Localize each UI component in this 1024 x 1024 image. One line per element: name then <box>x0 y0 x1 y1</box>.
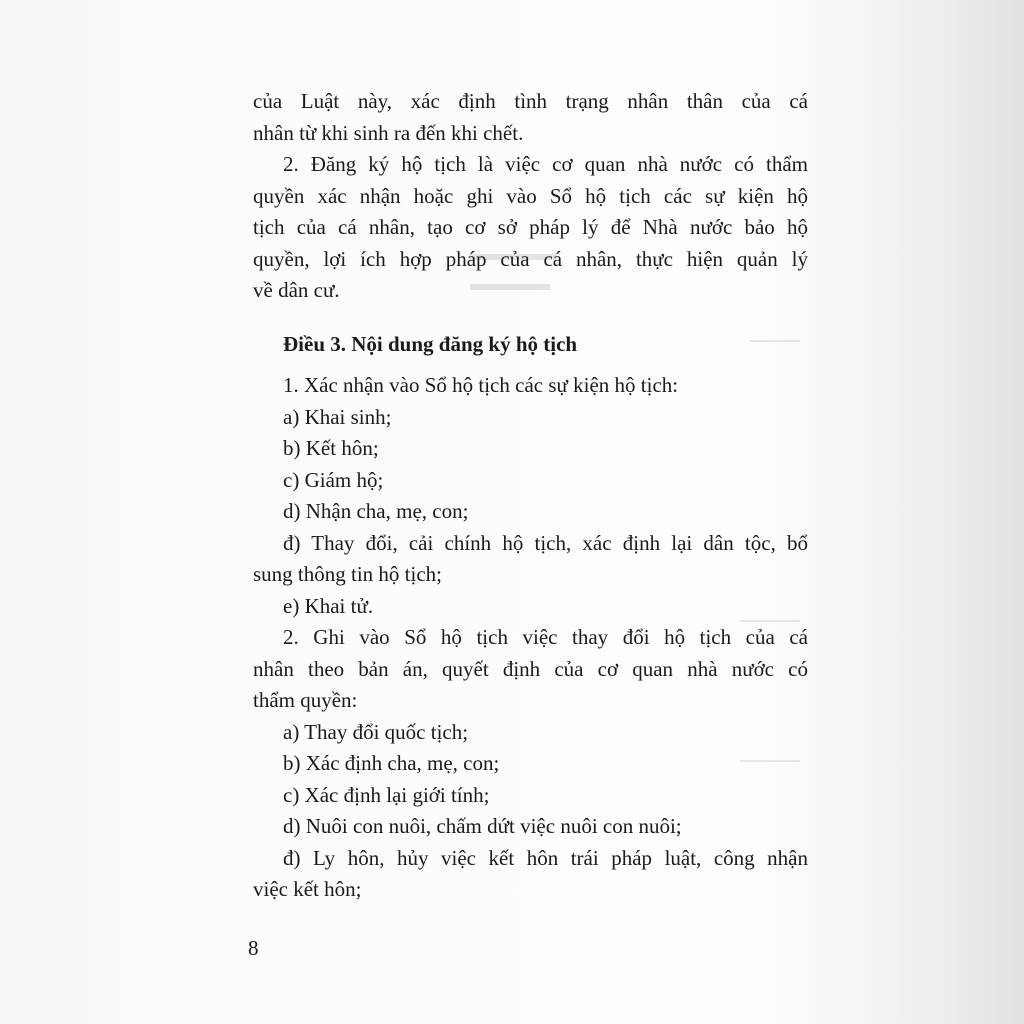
text-line: việc kết hôn; <box>253 877 362 901</box>
article-heading: Điều 3. Nội dung đăng ký hộ tịch <box>283 331 578 356</box>
text-line: c) Xác định lại giới tính; <box>283 782 490 807</box>
body-text <box>253 86 808 906</box>
text-line: về dân cư. <box>253 278 340 302</box>
text-line: quyền, lợi ích hợp pháp của cá nhân, thực hiện quản lý <box>253 246 808 271</box>
text-line: c) Giám hộ; <box>283 467 384 492</box>
text-line: nhân theo bản án, quyết định của cơ quan nhà nước có <box>253 656 808 681</box>
page-number: 8 <box>248 936 259 960</box>
text-line: a) Thay đổi quốc tịch; <box>283 719 469 744</box>
text-line: 1. Xác nhận vào Sổ hộ tịch các sự kiện hộ tịch: <box>283 373 679 397</box>
text-line: d) Nhận cha, mẹ, con; <box>283 499 469 523</box>
text-line: đ) Thay đổi, cải chính hộ tịch, xác định lại dân tộc, bổ <box>283 530 808 555</box>
text-line: 2. Đăng ký hộ tịch là việc cơ quan nhà nước có thẩm <box>283 152 808 176</box>
text-line: b) Xác định cha, mẹ, con; <box>283 751 500 775</box>
text-line: sung thông tin hộ tịch; <box>253 562 442 586</box>
text-line: nhân từ khi sinh ra đến khi chết. <box>253 120 524 145</box>
text-line: đ) Ly hôn, hủy việc kết hôn trái pháp luật, công nhận <box>283 845 808 870</box>
text-line: thẩm quyền: <box>253 688 358 712</box>
text-line: của Luật này, xác định tình trạng nhân thân của cá <box>253 89 808 113</box>
text-line: 2. Ghi vào Sổ hộ tịch việc thay đổi hộ tịch của cá <box>283 625 808 649</box>
text-line: d) Nuôi con nuôi, chấm dứt việc nuôi con nuôi; <box>283 814 682 838</box>
text-line: e) Khai tử. <box>283 593 374 618</box>
text-line: b) Kết hôn; <box>283 436 379 460</box>
text-line: a) Khai sinh; <box>283 404 392 429</box>
page-edge-shadow <box>834 0 1024 1024</box>
text-line: tịch của cá nhân, tạo cơ sở pháp lý để Nhà nước bảo hộ <box>253 215 808 239</box>
text-line: quyền xác nhận hoặc ghi vào Sổ hộ tịch các sự kiện hộ <box>253 183 808 208</box>
